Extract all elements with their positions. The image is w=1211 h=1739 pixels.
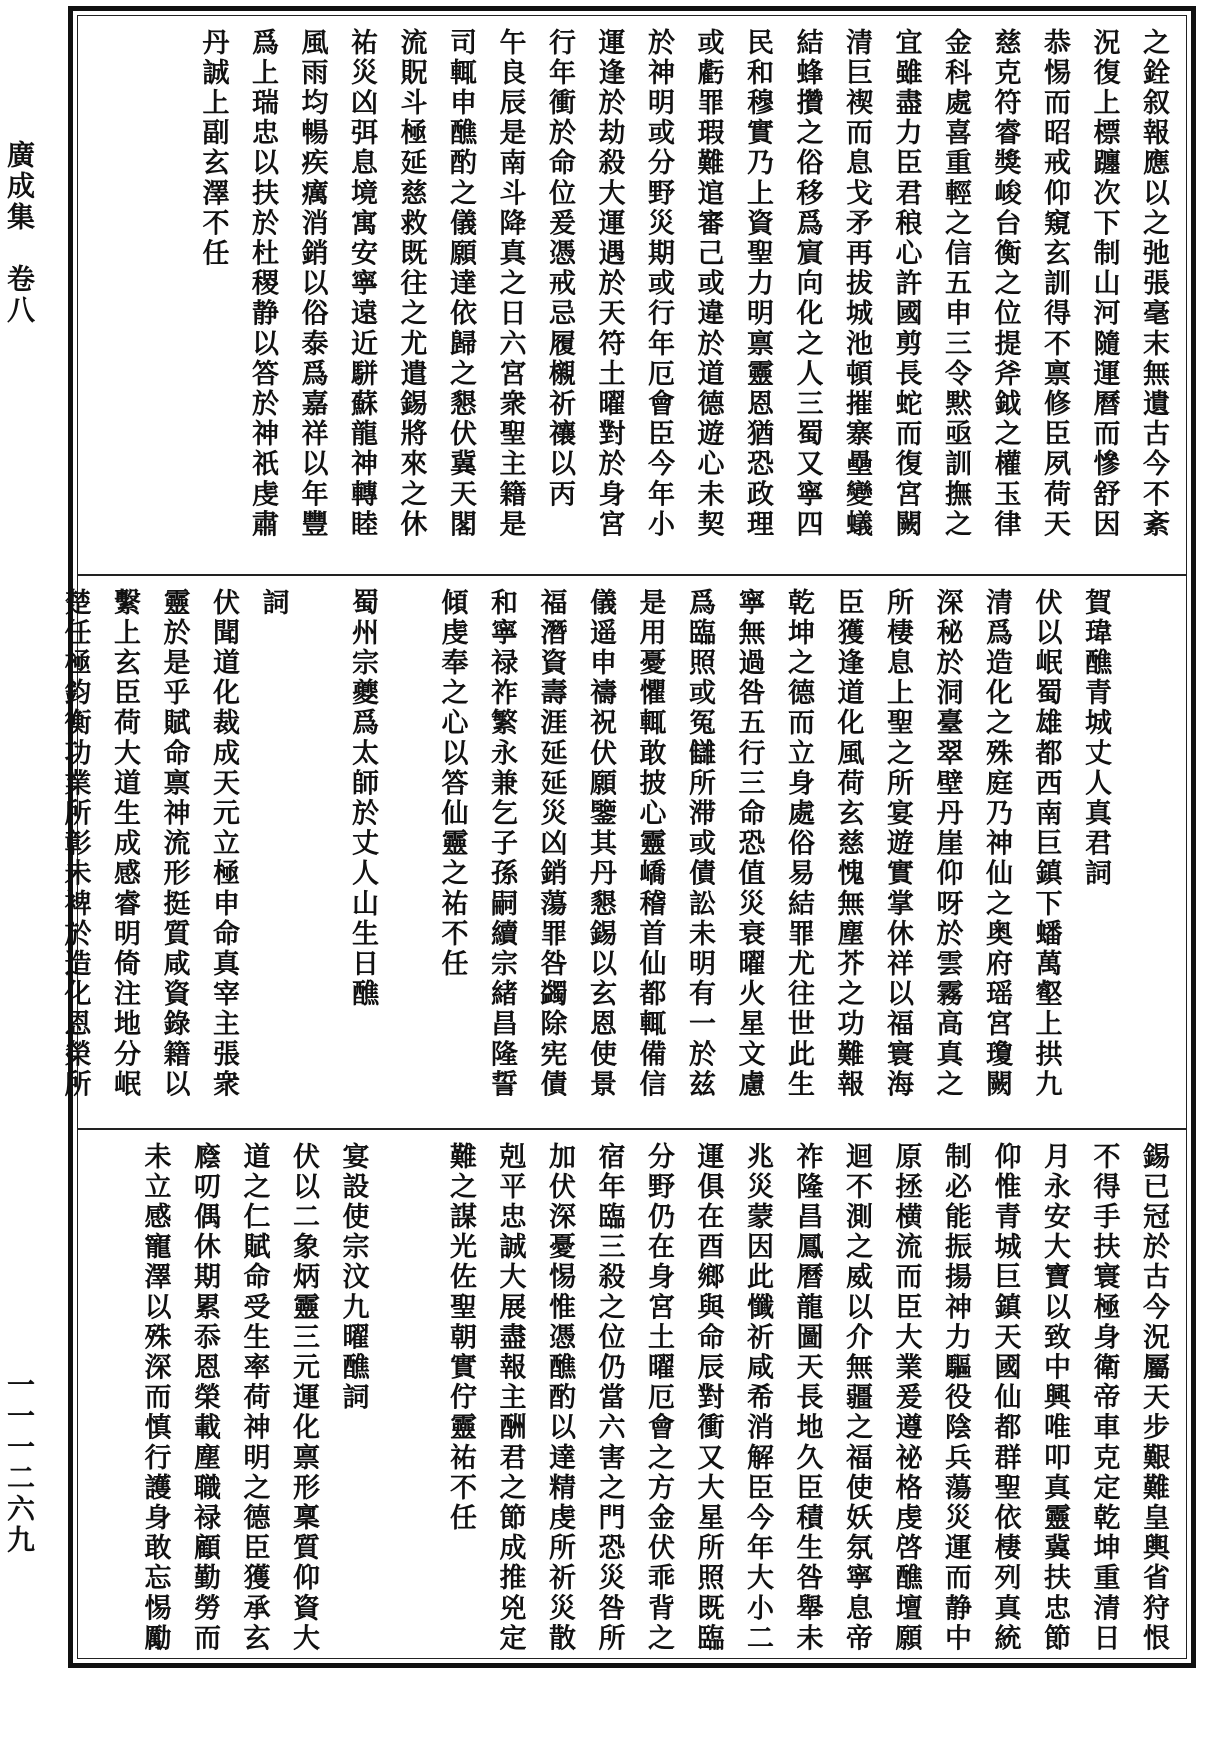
text-column: 傾虔奉之心以答仙靈之祐不任 <box>436 588 468 980</box>
text-column: 運逢於劫殺大運遇於天符土曜對於身宮 <box>593 28 625 540</box>
text-column: 寧無過咎五行三命恐值災衰曜火星文慮 <box>733 588 765 1100</box>
text-column: 不得手扶寰極身衛帝車克定乾坤重清日 <box>1088 1142 1120 1654</box>
text-column: 儀遥申禱祝伏願鑒其丹懇錫以玄恩使景 <box>585 588 616 1100</box>
text-column: 祚隆昌鳳曆龍圖天長地久臣積生咎舉未 <box>791 1142 823 1654</box>
text-column: 詞 <box>257 588 289 619</box>
text-column: 民和穆實乃上資聖力明禀靈恩猶恐政理 <box>742 28 773 540</box>
text-columns <box>139 1142 1178 1654</box>
text-column: 宴設使宗汶九曜醮詞 <box>337 1142 369 1413</box>
text-column: 丹誠上副玄澤不任 <box>197 28 229 269</box>
text-column: 錫已冠於古今況屬天步艱難皇輿省狩恨 <box>1138 1142 1169 1654</box>
text-column: 或虧罪瑕難逭審己或違於道德遊心未契 <box>692 28 724 540</box>
text-column: 未立感寵澤以殊深而慎行護身敢忘惕勵 <box>139 1142 171 1654</box>
text-column: 楚任極鈞衡功業所彰未裨於造化恩榮所 <box>59 588 91 1100</box>
text-column: 難之謀光佐聖朝實佇靈祐不任 <box>445 1142 476 1534</box>
text-column: 繫上玄臣荷大道生成感睿明倚注地分岷 <box>109 588 140 1100</box>
text-column: 福潛資壽涯延延災凶銷蕩罪咎蠲除宪債 <box>535 588 567 1100</box>
text-column: 風雨均暢疾癘消銷以俗泰爲嘉祥以年豐 <box>296 28 328 540</box>
text-column: 加伏深憂惕惟憑醮酌以達精虔所祈災散 <box>544 1142 575 1654</box>
text-column: 剋平忠誠大展盡報主酬君之節成推兇定 <box>494 1142 526 1654</box>
text-columns <box>197 28 1178 564</box>
page-frame-inner <box>59 15 1187 1659</box>
text-column: 流貺斗極延慈救既往之尤遣錫將來之休 <box>395 28 427 540</box>
text-column: 廕叨偶休期累忝恩榮載塵職禄顧勤勞而 <box>189 1142 220 1654</box>
text-column: 司輒申醮酌之儀願達依歸之懇伏冀天閣 <box>445 28 476 540</box>
text-column: 靈於是乎賦命禀神流形挺質咸資錄籍以 <box>158 588 190 1100</box>
page-number: 一一一二六九 <box>3 1370 36 1556</box>
text-column: 爲上瑞忠以扶於杜稷静以答於神祇虔肅 <box>247 28 278 540</box>
text-column: 乾坤之德而立身處俗易結罪尤往世此生 <box>783 588 814 1100</box>
text-column: 蜀州宗夔爲太師於丈人山生日醮 <box>347 588 378 1010</box>
text-column: 運俱在酉鄉與命辰對衝又大星所照既臨 <box>692 1142 724 1654</box>
text-column: 午良辰是南斗降真之日六宮衆聖主籍是 <box>494 28 526 540</box>
text-column: 是用憂懼輒敢披心靈嶠稽首仙都輒備信 <box>634 588 666 1100</box>
text-column: 仰惟青城巨鎮天國仙都群聖依棲列真統 <box>989 1142 1021 1654</box>
text-column: 兆災蒙因此懺祈咸希消解臣今年大小二 <box>742 1142 773 1654</box>
text-column: 行年衝於命位爰憑戒忌履櫬祈禳以丙 <box>544 28 575 510</box>
text-column: 慈克符睿獎峻台衡之位提斧鉞之權玉律 <box>989 28 1021 540</box>
text-column: 之銓叙報應以之弛張毫末無遺古今不紊 <box>1138 28 1169 540</box>
text-columns <box>59 588 1178 1120</box>
text-column: 清巨禊而息戈矛再拔城池頓摧寨壘變蟻 <box>841 28 872 540</box>
text-column: 爲臨照或冤讎所滞或債訟未明有一於兹 <box>684 588 715 1100</box>
text-column: 結蜂攢之俗移爲賔向化之人三蜀又寧四 <box>791 28 823 540</box>
text-column: 臣獲逢道化風荷玄慈愧無塵芥之功難報 <box>832 588 864 1100</box>
text-column: 於神明或分野災期或行年厄會臣今年小 <box>643 28 674 540</box>
text-panel-top <box>78 16 1186 574</box>
text-panel-middle <box>59 574 1186 1130</box>
text-column: 和寧禄祚繁永兼乞子孫嗣續宗緒昌隆誓 <box>486 588 517 1100</box>
text-column: 迴不測之威以介無疆之福使妖氛寧息帝 <box>841 1142 872 1654</box>
text-column: 伏以岷蜀雄都西南巨鎮下蟠萬壑上拱九 <box>1030 588 1062 1100</box>
book-title: 廣成集 卷八 <box>3 140 36 326</box>
text-column: 深秘於洞臺翠壁丹崖仰呀於雲霧高真之 <box>931 588 963 1100</box>
text-column: 清爲造化之殊庭乃神仙之奥府瑶宮瓊闕 <box>981 588 1012 1100</box>
text-column: 月永安大寶以致中興唯叩真靈冀扶忠節 <box>1039 1142 1070 1654</box>
text-column: 宿年臨三殺之位仍當六害之門恐災咎所 <box>593 1142 625 1654</box>
page-frame <box>59 6 1196 1668</box>
text-panel-bottom <box>78 1128 1186 1658</box>
text-column: 所棲息上聖之所宴遊實掌休祥以福寰海 <box>882 588 913 1100</box>
text-column: 恭惕而昭戒仰窺玄訓得不禀修臣夙荷天 <box>1039 28 1070 540</box>
text-column: 制必能振揚神力驅役陰兵蕩災運而静中 <box>940 1142 971 1654</box>
text-column: 原拯横流而臣大業爰遵祕格虔啓醮壇願 <box>890 1142 922 1654</box>
text-column: 宜雖盡力臣君稂心許國剪長蛇而復宮闕 <box>890 28 922 540</box>
text-column: 分野仍在身宮土曜厄會之方金伏乖背之 <box>643 1142 674 1654</box>
text-column: 伏以二象炳靈三元運化禀形稟質仰資大 <box>288 1142 319 1654</box>
text-column: 伏聞道化裁成天元立極申命真宰主張衆 <box>208 588 239 1100</box>
text-column: 金科處喜重輕之信五申三令黙亟訓撫之 <box>940 28 971 540</box>
text-column: 況復上標躔次下制山河隨運曆而慘舒因 <box>1088 28 1120 540</box>
text-column: 賀瑋醮青城丈人真君詞 <box>1080 588 1111 889</box>
text-column: 道之仁賦命受生率荷神明之德臣獲承玄 <box>238 1142 270 1654</box>
text-column: 祐災凶弭息境寓安寧遠近駢蘇龍神轉睦 <box>346 28 377 540</box>
